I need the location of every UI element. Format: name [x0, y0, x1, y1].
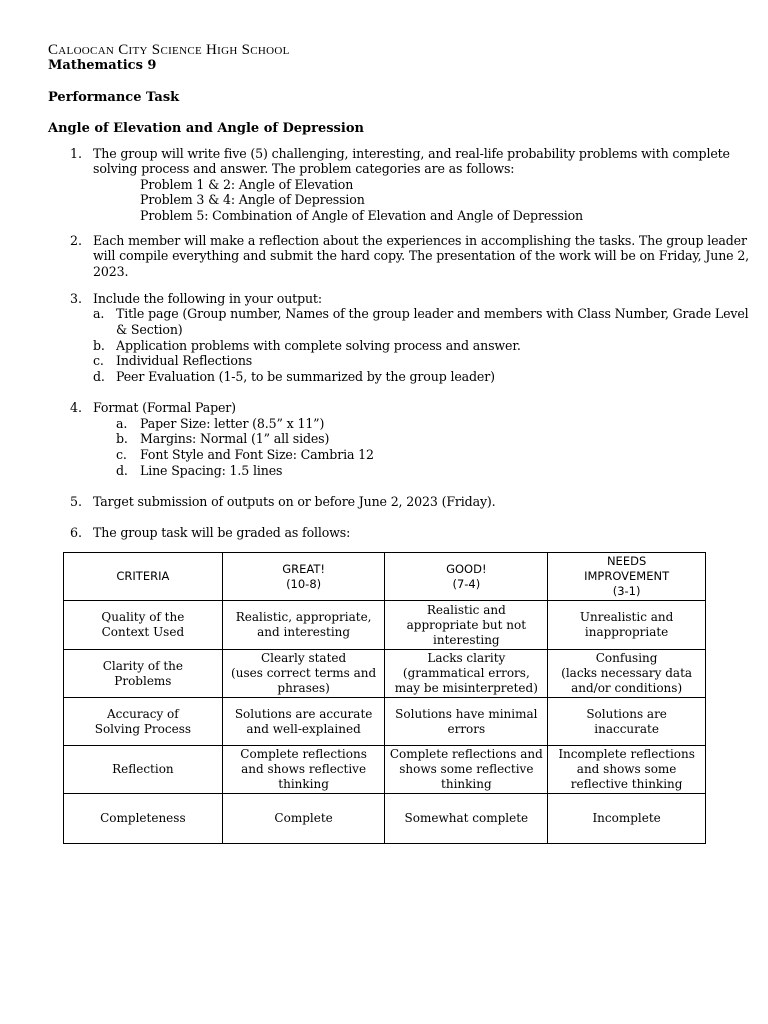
header-good: GOOD! (7-4)	[385, 553, 548, 601]
sub-item-letter: a.	[93, 306, 105, 321]
criteria-cell: Accuracy of Solving Process	[64, 698, 223, 746]
criteria-cell: Reflection	[64, 746, 223, 794]
needs-cell: Solutions are inaccurate	[548, 698, 706, 746]
great-cell: Complete reflections and shows reflective thinking	[222, 746, 385, 794]
good-cell: Lacks clarity (grammatical errors, may be misinterpreted)	[385, 650, 548, 698]
criteria-cell: Completeness	[64, 794, 223, 844]
sub-item-text: Paper Size: letter (8.5” x 11”)	[140, 416, 325, 431]
needs-cell: Incomplete reflections and shows some reflective thinking	[548, 746, 706, 794]
great-cell: Complete	[222, 794, 385, 844]
table-row	[64, 746, 706, 794]
criteria-cell: Quality of the Context Used	[64, 601, 223, 650]
sub-item-letter: b.	[116, 431, 128, 446]
sub-item-text: & Section)	[116, 322, 183, 337]
item-1-text: solving process and answer. The problem categories are as follows:	[93, 161, 515, 176]
table-row	[64, 601, 706, 650]
item-2-text: 2023.	[93, 264, 129, 279]
item-number: 2.	[70, 233, 83, 248]
item-6-text: The group task will be graded as follows:	[93, 525, 351, 540]
needs-cell: Confusing (lacks necessary data and/or conditions)	[548, 650, 706, 698]
subject-heading: Mathematics 9	[48, 58, 157, 73]
item-5-text: Target submission of outputs on or before June 2, 2023 (Friday).	[93, 494, 496, 509]
sub-item-letter: d.	[116, 463, 128, 478]
criteria-cell: Clarity of the Problems	[64, 650, 223, 698]
table-row	[64, 698, 706, 746]
great-cell: Realistic, appropriate, and interesting	[222, 601, 385, 650]
sub-item-text: Title page (Group number, Names of the group leader and members with Class Number, Grade Level	[116, 306, 749, 321]
good-cell: Somewhat complete	[385, 794, 548, 844]
sub-item-text: Application problems with complete solving process and answer.	[116, 338, 521, 353]
needs-cell: Unrealistic and inappropriate	[548, 601, 706, 650]
item-number: 6.	[70, 525, 83, 540]
problem-category: Problem 1 & 2: Angle of Elevation	[140, 177, 354, 192]
sub-item-letter: a.	[116, 416, 128, 431]
good-cell: Solutions have minimal errors	[385, 698, 548, 746]
topic-heading: Angle of Elevation and Angle of Depression	[48, 121, 364, 136]
sub-item-letter: c.	[93, 353, 104, 368]
item-4-text: Format (Formal Paper)	[93, 400, 236, 415]
great-cell: Clearly stated (uses correct terms and phrases)	[222, 650, 385, 698]
item-number: 5.	[70, 494, 83, 509]
item-number: 4.	[70, 400, 83, 415]
header-needs-improvement: NEEDS IMPROVEMENT (3-1)	[548, 553, 706, 601]
table-header-row	[64, 553, 706, 601]
sub-item-text: Font Style and Font Size: Cambria 12	[140, 447, 374, 462]
item-number: 3.	[70, 291, 83, 306]
item-1-text: The group will write five (5) challenging, interesting, and real-life probability problems with complete	[93, 146, 730, 161]
good-cell: Realistic and appropriate but not interesting	[385, 601, 548, 650]
sub-item-text: Margins: Normal (1” all sides)	[140, 431, 330, 446]
great-cell: Solutions are accurate and well-explained	[222, 698, 385, 746]
header-criteria: CRITERIA	[64, 553, 223, 601]
sub-item-letter: b.	[93, 338, 105, 353]
item-2-text: Each member will make a reflection about the experiences in accomplishing the tasks. The group leader	[93, 233, 747, 248]
task-heading: Performance Task	[48, 90, 180, 105]
item-number: 1.	[70, 146, 83, 161]
sub-item-letter: c.	[116, 447, 127, 462]
sub-item-text: Peer Evaluation (1-5, to be summarized by the group leader)	[116, 369, 495, 384]
table-row	[64, 650, 706, 698]
sub-item-letter: d.	[93, 369, 105, 384]
item-2-text: will compile everything and submit the hard copy. The presentation of the work will be on Friday, June 2,	[93, 248, 750, 263]
header-great: GREAT! (10-8)	[222, 553, 385, 601]
good-cell: Complete reflections and shows some reflective thinking	[385, 746, 548, 794]
item-3-text: Include the following in your output:	[93, 291, 322, 306]
sub-item-text: Individual Reflections	[116, 353, 253, 368]
sub-item-text: Line Spacing: 1.5 lines	[140, 463, 283, 478]
needs-cell: Incomplete	[548, 794, 706, 844]
grading-rubric-table	[63, 552, 706, 844]
problem-category: Problem 5: Combination of Angle of Elevation and Angle of Depression	[140, 208, 584, 223]
problem-category: Problem 3 & 4: Angle of Depression	[140, 192, 365, 207]
school-name: Caloocan City Science High School	[48, 42, 290, 58]
table-row	[64, 794, 706, 844]
